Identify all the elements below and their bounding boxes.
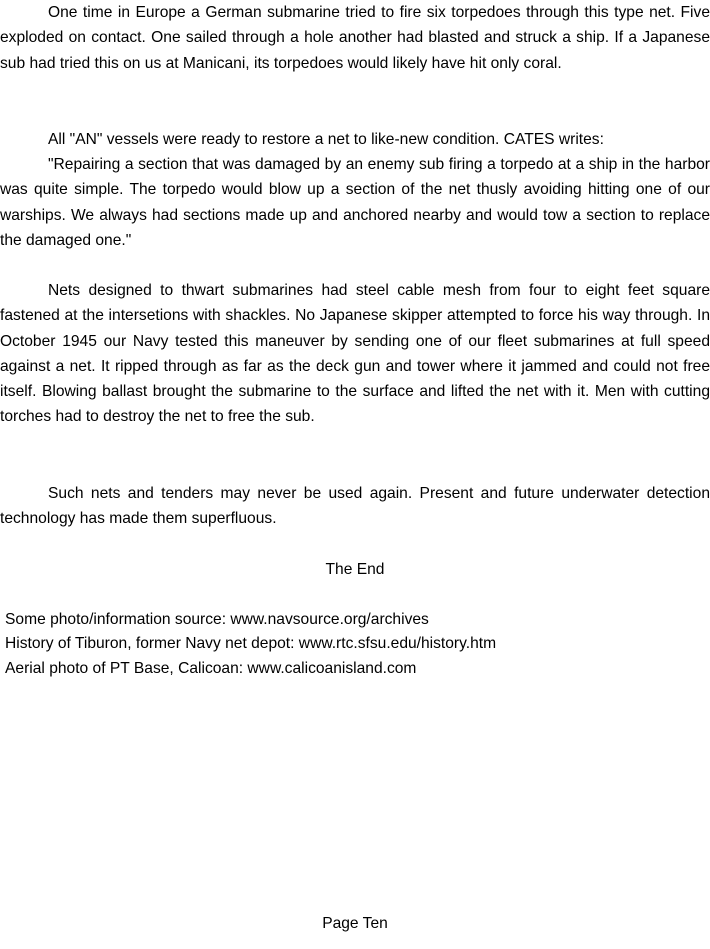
source-item-navsource: Some photo/information source: www.navsource.org/archives bbox=[5, 611, 429, 628]
source-item-calicoan: Aerial photo of PT Base, Calicoan: www.calicoanisland.com bbox=[5, 659, 417, 677]
end-heading: The End bbox=[325, 561, 385, 578]
paragraph-german-submarine: One time in Europe a German submarine tried to fire six torpedoes through this type net. Five exploded on contact. One sailed through a hole another had blasted and struck a ship. If a Japanese sub had tried this on us at Manicani, its torpedoes would likely have hit only coral. bbox=[0, 4, 710, 72]
paragraph-an-vessels: All "AN" vessels were ready to restore a net to like-new condition. CATES writes: bbox=[48, 131, 604, 148]
paragraph-future-nets: Such nets and tenders may never be used again. Present and future underwater detection technology has made them superfluous. bbox=[0, 485, 710, 528]
paragraph-submarine-nets: Nets designed to thwart submarines had steel cable mesh from four to eight feet square fastened at the intersetions with shackles. No Japanese skipper attempted to force his way through. In October 1945 our Navy tested this maneuver by sending one of our fleet submarines at full speed against a net. It ripped through as far as the deck gun and tower where it jammed and could not free itself. Blowing ballast brought the submarine to the surface and lifted the net with it. Men with cutting torches had to destroy the net to free the sub. bbox=[0, 282, 710, 426]
page-number: Page Ten bbox=[322, 915, 388, 932]
paragraph-cates-quote: "Repairing a section that was damaged by an enemy sub firing a torpedo at a ship in the harbor was quite simple. The torpedo would blow up a section of the net thusly avoiding hitting one of our warships. We always had sections made up and anchored nearby and would tow a section to replace the damaged one." bbox=[0, 156, 710, 249]
sources-list bbox=[5, 608, 496, 681]
source-item-tiburon: History of Tiburon, former Navy net depot: www.rtc.sfsu.edu/history.htm bbox=[5, 635, 497, 653]
